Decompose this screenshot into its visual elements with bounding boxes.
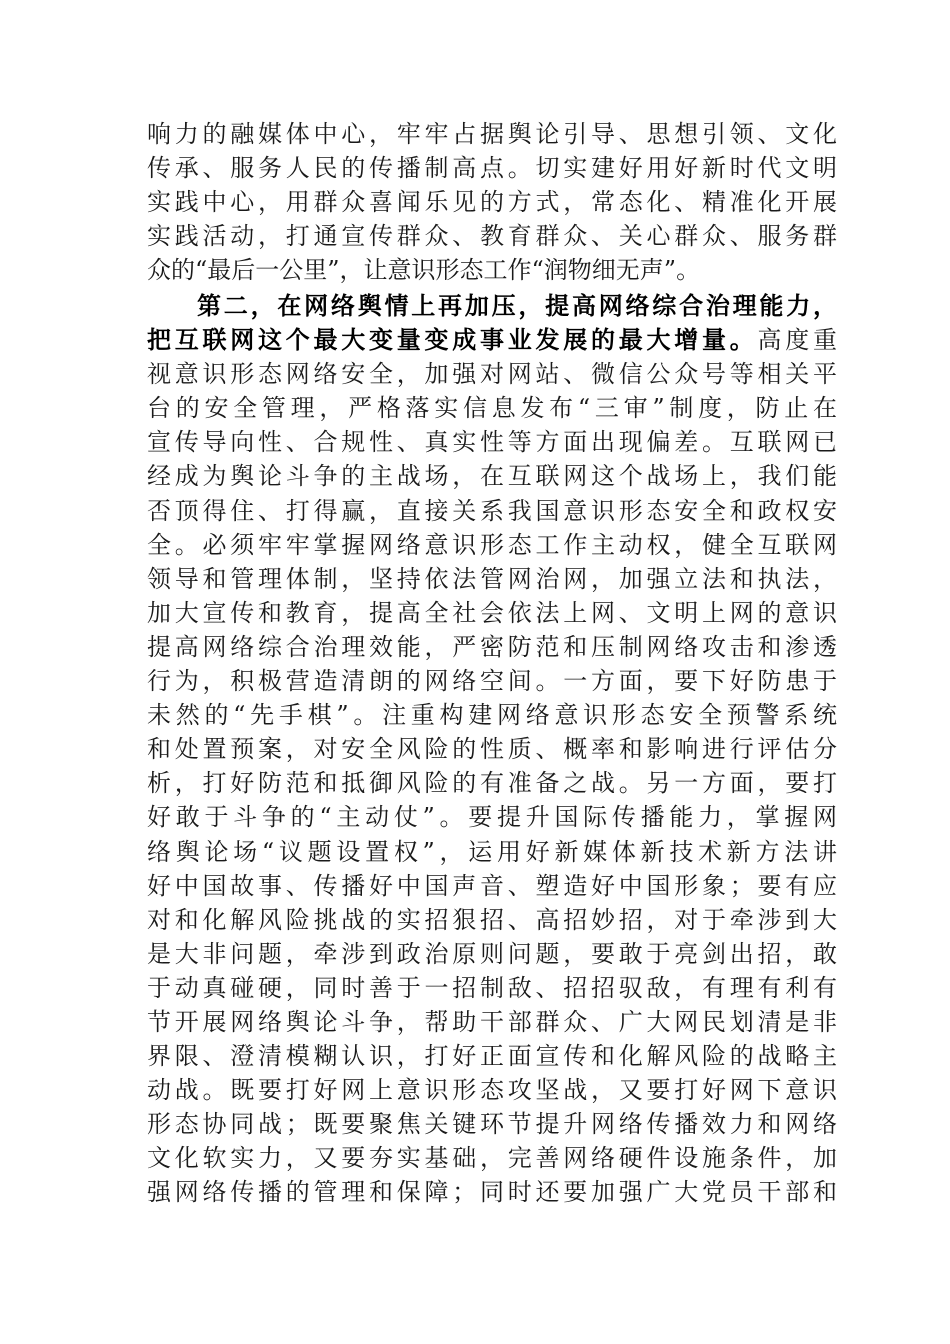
paragraph-2-mixed-line bbox=[147, 323, 837, 357]
paragraph-2-line: 络舆论场“议题设置权”，运用好新媒体新技术新方法讲 bbox=[147, 837, 837, 866]
paragraph-1-line: 传承、服务人民的传播制高点。切实建好用好新时代文明 bbox=[147, 154, 837, 183]
paragraph-2 bbox=[147, 289, 837, 1210]
paragraph-2-line: 台的安全管理，严格落实信息发布“三审”制度，防止在 bbox=[147, 394, 837, 423]
paragraph-2-line: 领导和管理体制，坚持依法管网治网，加强立法和执法， bbox=[147, 564, 837, 593]
paragraph-2-line: 析，打好防范和抵御风险的有准备之战。另一方面，要打 bbox=[147, 769, 837, 798]
paragraph-1-line: 众的“最后一公里”，让意识形态工作“润物细无声”。 bbox=[147, 256, 701, 285]
paragraph-2-line: 提高网络综合治理效能，严密防范和压制网络攻击和渗透 bbox=[147, 632, 837, 661]
paragraph-2-line: 和处置预案，对安全风险的性质、概率和影响进行评估分 bbox=[147, 735, 837, 764]
paragraph-2-line: 形态协同战；既要聚焦关键环节提升网络传播效力和网络 bbox=[147, 1110, 837, 1139]
paragraph-2-line: 好中国故事、传播好中国声音、塑造好中国形象；要有应 bbox=[147, 871, 837, 900]
paragraph-2-heading-line: 第二，在网络舆情上再加压，提高网络综合治理能力， bbox=[197, 292, 837, 320]
paragraph-1 bbox=[147, 117, 837, 287]
paragraph-1-line: 实践活动，打通宣传群众、教育群众、关心群众、服务群 bbox=[147, 222, 837, 251]
paragraph-2-line: 宣传导向性、合规性、真实性等方面出现偏差。互联网已 bbox=[147, 428, 837, 457]
paragraph-2-line: 动战。既要打好网上意识形态攻坚战，又要打好网下意识 bbox=[147, 1076, 837, 1105]
paragraph-2-line: 加大宣传和教育，提高全社会依法上网、文明上网的意识 bbox=[147, 598, 837, 627]
paragraph-1-line: 实践中心，用群众喜闻乐见的方式，常态化、精准化开展 bbox=[147, 188, 837, 217]
paragraph-2-line: 经成为舆论斗争的主战场，在互联网这个战场上，我们能 bbox=[147, 462, 837, 491]
paragraph-2-line: 于动真碰硬，同时善于一招制敌、招招驭敌，有理有利有 bbox=[147, 973, 837, 1002]
paragraph-2-body-start: 高度重 bbox=[757, 326, 837, 355]
paragraph-2-line: 是大非问题，牵涉到政治原则问题，要敢于亮剑出招，敢 bbox=[147, 939, 837, 968]
paragraph-2-line: 强网络传播的管理和保障；同时还要加强广大党员干部和 bbox=[147, 1178, 837, 1207]
paragraph-2-line: 节开展网络舆论斗争，帮助干部群众、广大网民划清是非 bbox=[147, 1007, 837, 1036]
paragraph-2-line: 好敢于斗争的“主动仗”。要提升国际传播能力，掌握网 bbox=[147, 803, 837, 832]
paragraph-2-line: 行为，积极营造清朗的网络空间。一方面，要下好防患于 bbox=[147, 667, 837, 696]
paragraph-2-line: 全。必须牢牢掌握网络意识形态工作主动权，健全互联网 bbox=[147, 530, 837, 559]
paragraph-2-heading-tail: 把互联网这个最大变量变成事业发展的最大增量。 bbox=[147, 326, 758, 355]
paragraph-2-line: 文化软实力，又要夯实基础，完善网络硬件设施条件，加 bbox=[147, 1144, 837, 1173]
paragraph-2-line: 界限、澄清模糊认识，打好正面宣传和化解风险的战略主 bbox=[147, 1042, 837, 1071]
paragraph-2-line: 未然的“先手棋”。注重构建网络意识形态安全预警系统 bbox=[147, 701, 837, 730]
paragraph-2-line: 对和化解风险挑战的实招狠招、高招妙招，对于牵涉到大 bbox=[147, 905, 837, 934]
paragraph-2-line: 视意识形态网络安全，加强对网站、微信公众号等相关平 bbox=[147, 360, 837, 389]
paragraph-1-line: 响力的融媒体中心，牢牢占据舆论引导、思想引领、文化 bbox=[147, 120, 837, 148]
paragraph-2-line: 否顶得住、打得赢，直接关系我国意识形态安全和政权安 bbox=[147, 496, 837, 525]
